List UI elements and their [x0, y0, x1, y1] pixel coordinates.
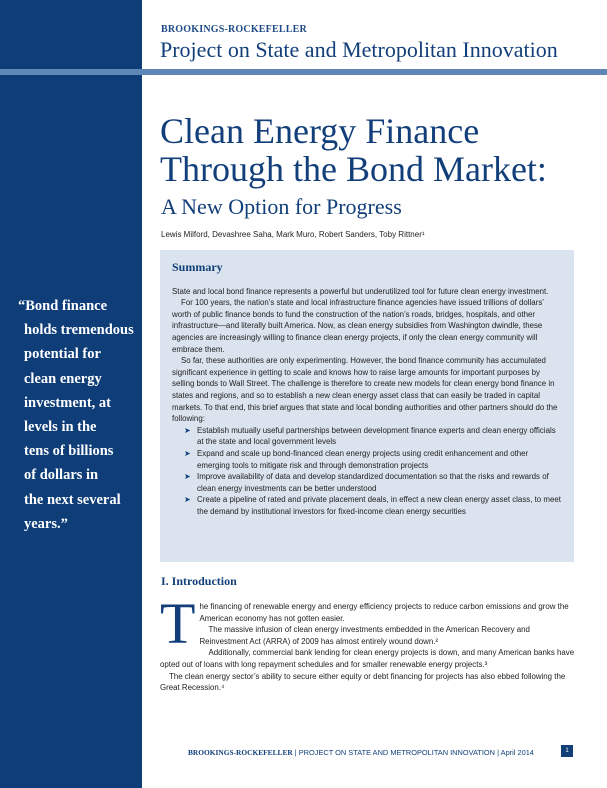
- arrow-bullet-icon: ➤: [184, 425, 191, 435]
- authors: Lewis Milford, Devashree Saha, Mark Muro, Robert Sanders, Toby Rittner¹: [161, 230, 425, 239]
- quote-line: “Bond finance: [18, 298, 108, 314]
- summary-paragraph: State and local bond finance represents a powerful but underutilized tool for future clean energy investment.: [172, 286, 549, 296]
- quote-line: clean energy: [24, 370, 102, 387]
- page-number: 1: [561, 745, 573, 757]
- bullet-text: Establish mutually useful partnerships between development finance experts and clean energy officials at the state and local government levels: [197, 425, 556, 447]
- header-kicker: BROOKINGS-ROCKEFELLER: [161, 24, 307, 35]
- bullet-text: Create a pipeline of rated and private placement deals, in effect a new clean energy asset class, to meet the demand by institutional investors for fixed-income clean energy securities: [197, 495, 561, 516]
- quote-line: investment, at: [24, 394, 111, 411]
- summary-paragraph: So far, these authorities are only experimenting. However, the bond finance community has accumulated significant experience in getting to scale and knows how to raise large amounts for important purposes by selling bonds to Wall Street. The challenge is therefore to create new models for clean energy bond finance in states and regions, and so to establish a new clean energy asset class that can easily be traded in capital markets. To that end, this brief argues that state and local bonding authorities and other partners should do the following:: [172, 356, 558, 424]
- title-line-1: Clean Energy Finance: [160, 111, 480, 151]
- bullet-item: [184, 425, 562, 448]
- intro-paragraph: The clean energy sector’s ability to secure either equity or debt financing for projects has also ebbed following the Great Recession.⁴: [160, 671, 566, 693]
- intro-heading: I. Introduction: [161, 574, 237, 588]
- quote-line: years.”: [24, 515, 68, 532]
- header-rule: [0, 69, 607, 75]
- quote-line: holds tremendous: [24, 322, 134, 339]
- summary-heading: Summary: [172, 260, 223, 274]
- intro-paragraph: The massive infusion of clean energy investments embedded in the American Recovery and Reinvestment Act (ARRA) of 2009 has almost entirely wound down.²: [199, 625, 530, 646]
- quote-line: of dollars in: [24, 467, 99, 484]
- document-subtitle: A New Option for Progress: [161, 194, 402, 219]
- intro-paragraph: he financing of renewable energy and energy efficiency projects to reduce carbon emissions and grow the American economy has not gotten easier.: [199, 602, 569, 623]
- footer-org: BROOKINGS-ROCKEFELLER: [188, 748, 293, 757]
- bullet-item: [184, 448, 562, 471]
- bullet-item: [184, 471, 562, 494]
- bullet-item: [184, 494, 562, 517]
- bullet-text: Expand and scale up bond-financed clean energy projects using credit enhancement and other emerging tools to mitigate risk and through demonstration projects: [197, 448, 529, 470]
- quote-line: the next several: [24, 491, 121, 508]
- quote-line: tens of billions: [24, 443, 114, 460]
- page-footer: [188, 748, 534, 757]
- summary-paragraph: For 100 years, the nation’s state and local infrastructure finance agencies have issued trillions of dollars’ worth of public finance bonds to fund the construction of the nation’s roads, bridges, hospitals, and other infrastructure—and literally built America. Now, as clean energy subsidies from Washington dwindle, these agencies are increasingly willing to finance clean energy projects, if only the clean energy community will embrace them.: [172, 298, 544, 354]
- arrow-bullet-icon: ➤: [184, 448, 191, 458]
- bullet-text: Improve availability of data and develop standardized documentation so that the risks and rewards of clean energy investments can be better understood: [197, 472, 549, 493]
- summary-box: [160, 250, 574, 562]
- title-line-2: Through the Bond Market:: [160, 149, 547, 189]
- intro-paragraph: Additionally, commercial bank lending for clean energy projects is down, and many American banks have opted out of loans with long repayment schedules and for smaller renewable energy projects.³: [160, 648, 575, 669]
- quote-line: potential for: [24, 346, 101, 363]
- drop-cap: T: [160, 591, 196, 656]
- header-project: Project on State and Metropolitan Innovation: [160, 37, 558, 62]
- document-title: [160, 112, 547, 188]
- summary-bullets: [172, 425, 562, 518]
- arrow-bullet-icon: ➤: [184, 472, 191, 482]
- arrow-bullet-icon: ➤: [184, 495, 191, 505]
- intro-body: [160, 591, 576, 694]
- footer-text: | PROJECT ON STATE AND METROPOLITAN INNOVATION | April 2014: [292, 748, 534, 757]
- pull-quote: [18, 294, 138, 536]
- quote-line: levels in the: [24, 419, 97, 436]
